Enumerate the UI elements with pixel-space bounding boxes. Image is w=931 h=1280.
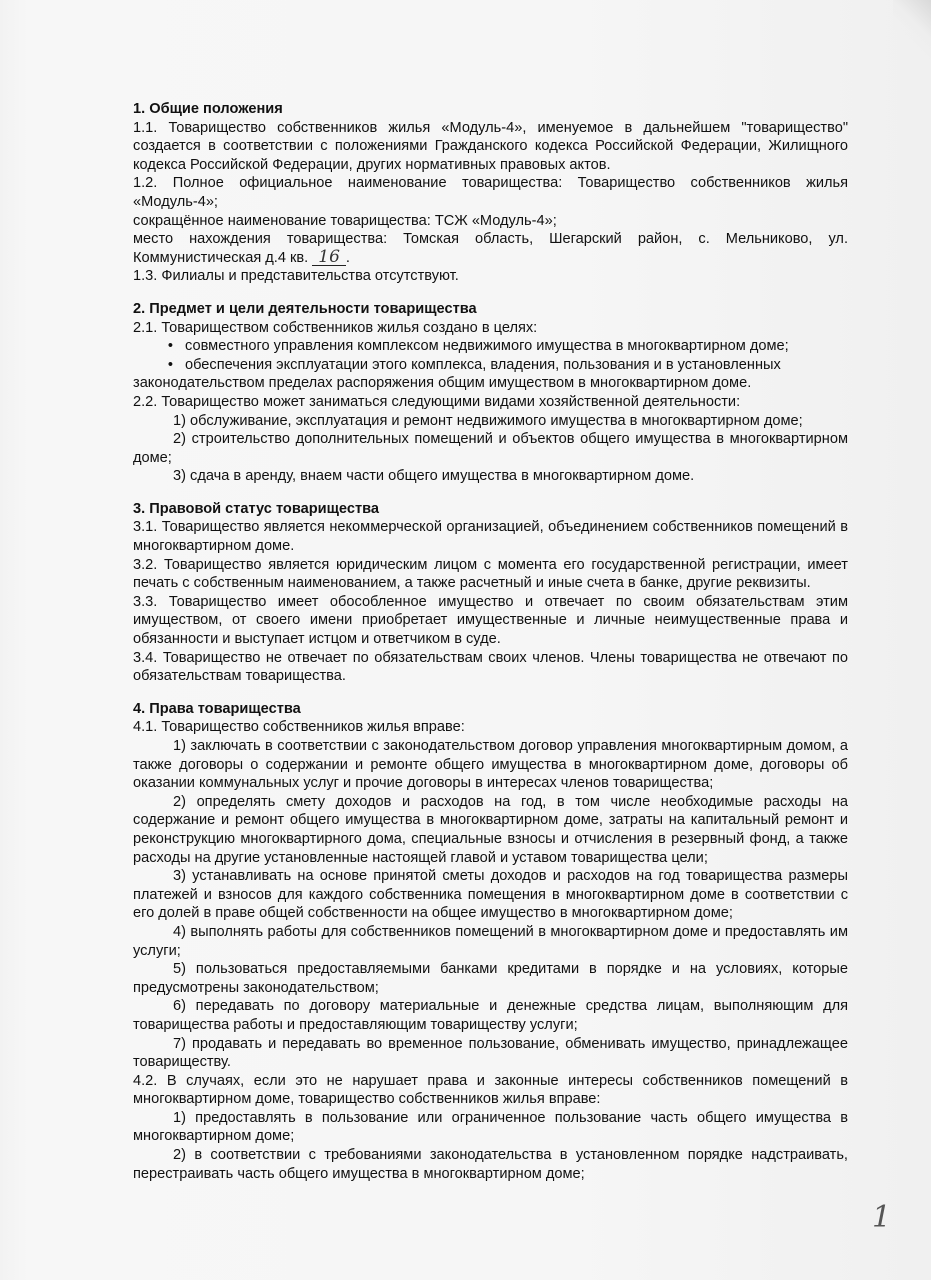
paragraph: сокращённое наименование товарищества: ТСЖ «Модуль-4»; xyxy=(133,212,557,229)
handwritten-apartment-number: 16 xyxy=(312,249,346,266)
page-fold-shadow xyxy=(893,0,931,60)
bullet-continuation: законодательством пределах распоряжения общим имуществом в многоквартирном доме. xyxy=(133,375,752,392)
section-heading: 2. Предмет и цели деятельности товарищества xyxy=(133,300,477,317)
list-item: 2) строительство дополнительных помещений и объектов общего имущества в многоквартирном доме; xyxy=(133,431,848,466)
document-body xyxy=(133,100,848,1197)
list-item: 2) определять смету доходов и расходов на год, в том числе необходимые расходы на содержание и ремонт общего имущества в многоквартирном доме, затраты на капитальный ремонт и реконструкцию многоквартирного дома, специальные взносы и отчисления в резервный фонд, а также расходы на другие установленные настоящей главой и уставом товарищества цели; xyxy=(133,793,848,866)
bullet-icon: • xyxy=(167,338,173,355)
list-item: 2) в соответствии с требованиями законодательства в установленном порядке надстраивать, перестраивать часть общего имущества в многоквартирном доме; xyxy=(133,1147,848,1182)
paragraph: 1.2. Полное официальное наименование товарищества: Товарищество собственников жилья «Модуль-4»; xyxy=(133,175,848,210)
list-item: 3) сдача в аренду, внаем части общего имущества в многоквартирном доме. xyxy=(173,468,695,485)
paragraph-address xyxy=(133,230,848,267)
section-heading: 1. Общие положения xyxy=(133,101,283,117)
paragraph: 3.1. Товарищество является некоммерческой организацией, объединением собственников помещений в многоквартирном доме. xyxy=(133,519,848,555)
list-item: 4) выполнять работы для собственников помещений в многоквартирном доме и предоставлять им услуги; xyxy=(133,923,848,959)
list-item: 1) заключать в соответствии с законодательством договор управления многоквартирным домом, а также договоры о содержании и ремонте общего имущества в многоквартирном доме, договоры об оказании коммунальных услуг и прочие договоры в интересах членов товарищества; xyxy=(133,738,848,792)
section-legal-status xyxy=(133,500,848,686)
bullet-icon: • xyxy=(167,356,173,373)
paragraph: 1.1. Товарищество собственников жилья «Модуль-4», именуемое в дальнейшем "товарищество" создается в соответствии с положениями Гражданского кодекса Российской Федерации, Жилищного кодекса Российской Федерации, других нормативных правовых актов. xyxy=(133,119,848,173)
bullet-text: совместного управления комплексом недвижимого имущества в многоквартирном доме; xyxy=(185,338,789,355)
list-item: 1) предоставлять в пользование или ограниченное пользование часть общего имущества в многоквартирном доме; xyxy=(133,1109,848,1145)
list-item: 3) устанавливать на основе принятой сметы доходов и расходов на год товарищества размеры платежей и взносов для каждого собственника помещения в многоквартирном доме в соответствии с его долей в праве общей собственности на общее имущество в многоквартирном доме; xyxy=(133,868,848,922)
section-subject xyxy=(133,300,848,486)
paragraph: 4.2. В случаях, если это не нарушает права и законные интересы собственников помещений в многоквартирном доме, товарищество собственников жилья вправе: xyxy=(133,1072,848,1108)
paragraph: 3.2. Товарищество является юридическим лицом с момента его государственной регистрации, имеет печать с собственным наименованием, а также расчетный и иные счета в банке, другие реквизиты. xyxy=(133,556,848,592)
section-rights xyxy=(133,700,848,1183)
section-general xyxy=(133,100,848,286)
section-heading: 4. Права товарищества xyxy=(133,700,301,717)
section-heading: 3. Правовой статус товарищества xyxy=(133,500,380,517)
bullet-text: обеспечения эксплуатации этого комплекса, владения, пользования и в установленных xyxy=(185,356,781,373)
list-item: 5) пользоваться предоставляемыми банками кредитами в порядке и на условиях, которые предусмотрены законодательством; xyxy=(133,961,848,996)
bullet-item xyxy=(133,337,848,356)
list-item: 6) передавать по договору материальные и денежные средства лицам, выполняющим для товарищества работы и предоставляющим товариществу услуги; xyxy=(133,998,848,1033)
list-item: 1) обслуживание, эксплуатация и ремонт недвижимого имущества в многоквартирном доме; xyxy=(173,412,803,429)
paragraph: 3.4. Товарищество не отвечает по обязательствам своих членов. Члены товарищества не отвечают по обязательствам товарищества. xyxy=(133,649,848,685)
list-item: 7) продавать и передавать во временное пользование, обменивать имущество, принадлежащее товариществу. xyxy=(133,1035,848,1071)
address-end: . xyxy=(345,249,350,266)
paragraph: 3.3. Товарищество имеет обособленное имущество и отвечает по своим обязательствам этим имуществом, от своего имени приобретает имущественные и личные неимущественные права и обязанности и выступает истцом и ответчиком в суде. xyxy=(133,593,848,648)
address-text: место нахождения товарищества: Томская область, Шегарский район, с. Мельниково, ул. Коммунистическая д.4 кв. xyxy=(133,231,848,266)
handwritten-page-number: 1 xyxy=(872,1200,892,1235)
paragraph: 1.3. Филиалы и представительства отсутствуют. xyxy=(133,268,459,285)
paragraph: 2.2. Товарищество может заниматься следующими видами хозяйственной деятельности: xyxy=(133,393,741,410)
bullet-item xyxy=(133,356,848,375)
paragraph: 2.1. Товариществом собственников жилья создано в целях: xyxy=(133,319,538,336)
paragraph: 4.1. Товарищество собственников жилья вправе: xyxy=(133,719,465,736)
